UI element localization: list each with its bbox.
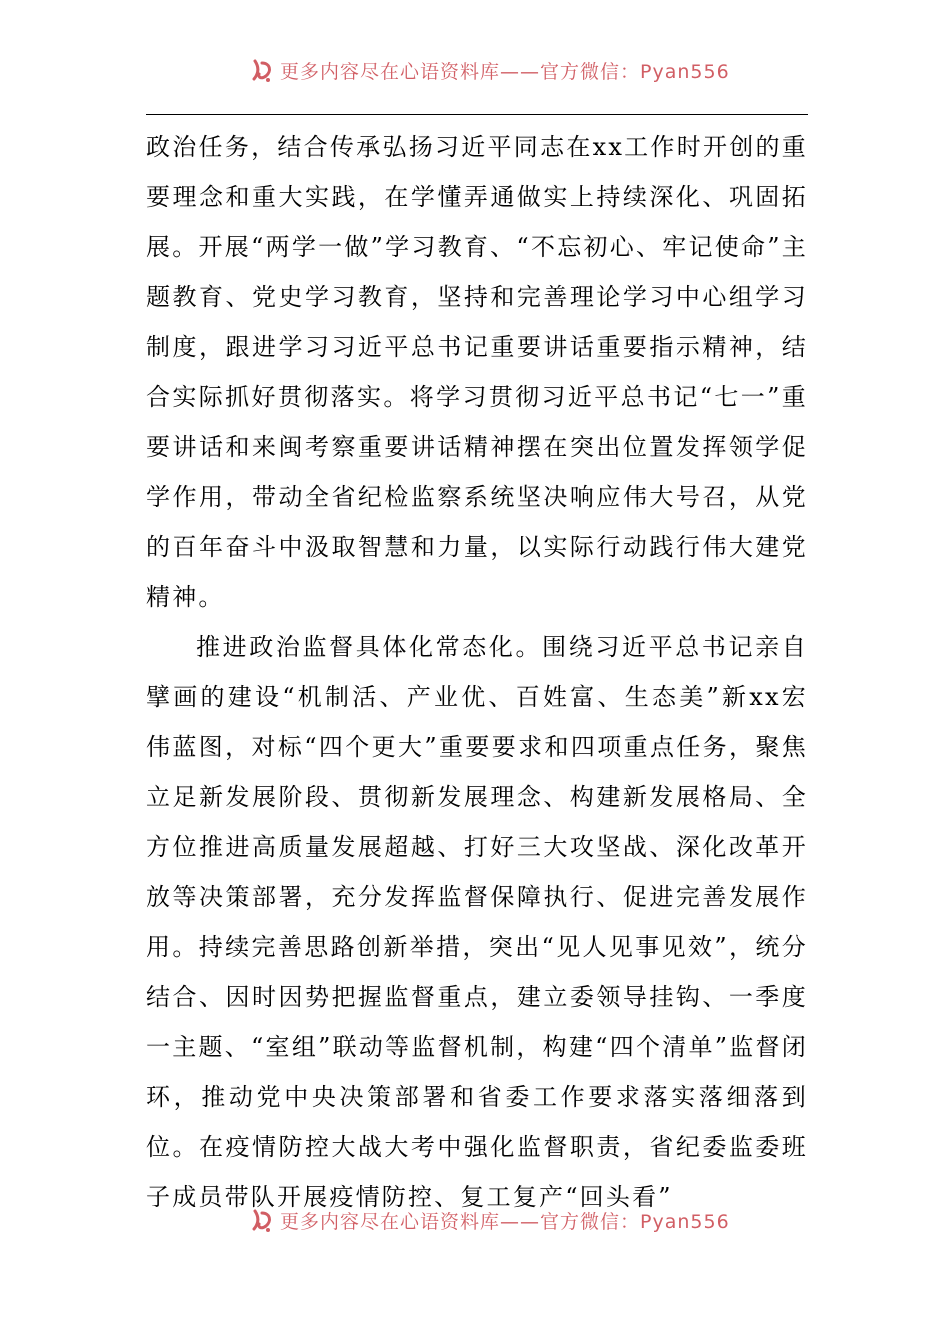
watermark-text: 更多内容尽在心语资料库——官方微信：Pyan556 (280, 60, 730, 83)
logo-icon (250, 57, 276, 83)
watermark-header (250, 55, 730, 85)
document-body (146, 122, 808, 1222)
paragraph-2: 推进政治监督具体化常态化。围绕习近平总书记亲自擘画的建设“机制活、产业优、百姓富、生态美”新xx宏伟蓝图，对标“四个更大”重要要求和四项重点任务，聚焦立足新发展阶段、贯彻新发展理念、构建新发展格局、全方位推进高质量发展超越、打好三大攻坚战、深化改革开放等决策部署，充分发挥监督保障执行、促进完善发展作用。持续完善思路创新举措，突出“见人见事见效”，统分结合、因时因势把握监督重点，建立委领导挂钩、一季度一主题、“室组”联动等监督机制，构建“四个清单”监督闭环，推动党中央决策部署和省委工作要求落实落细落到位。在疫情防控大战大考中强化监督职责，省纪委监委班子成员带队开展疫情防控、复工复产“回头看” (146, 633, 808, 1211)
watermark-text: 更多内容尽在心语资料库——官方微信：Pyan556 (280, 1210, 730, 1233)
header-rule (146, 114, 808, 115)
paragraph-1: 政治任务，结合传承弘扬习近平同志在xx工作时开创的重要理念和重大实践，在学懂弄通做实上持续深化、巩固拓展。开展“两学一做”学习教育、“不忘初心、牢记使命”主题教育、党史学习教育，坚持和完善理论学习中心组学习制度，跟进学习习近平总书记重要讲话重要指示精神，结合实际抓好贯彻落实。将学习贯彻习近平总书记“七一”重要讲话和来闽考察重要讲话精神摆在突出位置发挥领学促学作用，带动全省纪检监察系统坚决响应伟大号召，从党的百年奋斗中汲取智慧和力量，以实际行动践行伟大建党精神。 (146, 133, 808, 611)
logo-icon (250, 1207, 276, 1233)
watermark-footer (250, 1205, 730, 1235)
